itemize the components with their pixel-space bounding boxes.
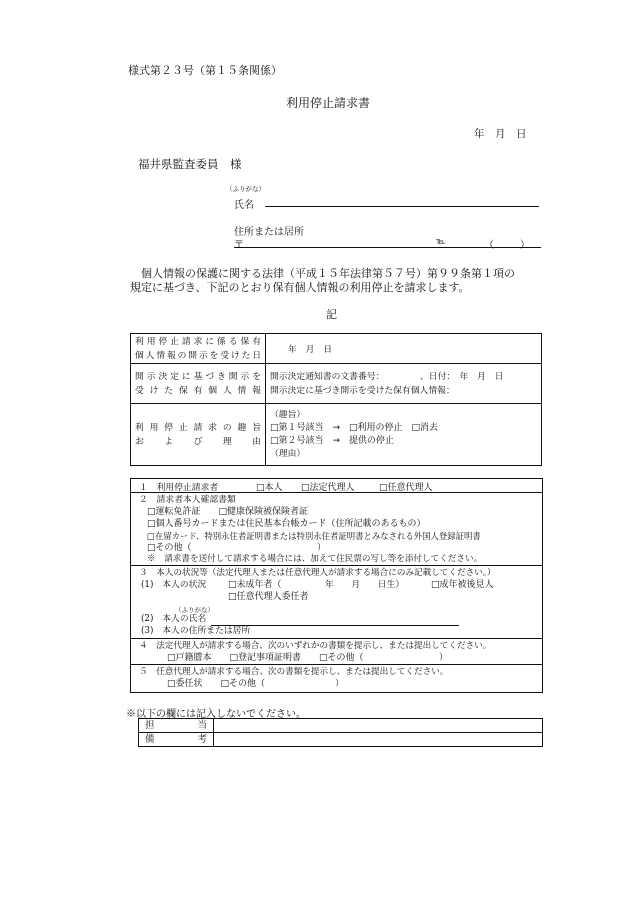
office-row-2-label: 備考 [139,733,214,746]
requester-info-table [130,478,543,693]
office-use-note: ※以下の欄には記入しないでください。 [126,709,306,720]
name-input-line[interactable] [265,206,539,207]
disclosed-info-value[interactable]: 開示決定通知書の文書番号： 、日付： 年 月 日 開示決定に基づき開示を受けた保有個人情報： [266,364,542,404]
legal-agent-docs[interactable]: □戸籍謄本 □登記事項証明書 □その他（ [167,653,364,663]
section-4: ４ 法定代理人が請求する場合、次のいずれかの書類を提示し、または提出してください。 □戸籍謄本 □登記事項証明書 □その他（ ） [131,639,542,665]
addressee: 福井県監査委員 様 [138,157,242,171]
status-minor-checkbox[interactable]: □未成年者（ [228,580,282,590]
tel-mark: ℡ [436,237,446,247]
intro-line-2: 規定に基づき、下記のとおり保有個人情報の利用停止を請求します。 [130,281,470,294]
name-label: 氏名 [234,200,254,211]
page-title: 利用停止請求書 [286,96,371,110]
address-label: 住所または居所 [234,227,304,238]
intro-line-1: 個人情報の保護に関する法律（平成１５年法律第５７号）第９９条第１項の [141,267,515,280]
status-delegator-checkbox[interactable]: □任意代理人委任者 [228,592,309,602]
requester-legal-agent-checkbox[interactable]: □法定代理人 [301,483,355,493]
request-details-table [130,333,542,466]
purpose-label: 利用停止請求の趣旨 および理由 [131,404,266,466]
disclosure-date-label: 利用停止請求に係る保有 個人情報の開示を受けた日 [131,334,266,364]
id-doc-license[interactable]: □運転免許証 □健康保険被保険者証 [147,507,309,517]
table-row [131,364,542,404]
requester-self-checkbox[interactable]: □本人 [256,483,283,493]
tel-paren-close: ） [520,240,530,251]
purpose-option-2: □第２号該当 → 提供の停止 [270,435,395,446]
purpose-option-1: □第１号該当 → □利用の停止 □消去 [270,422,439,433]
section-5: ５ 任意代理人が請求する場合、次の書類を提示し、または提出してください。 □委任状 □その他（ ） [139,667,449,689]
voluntary-agent-docs[interactable]: □委任状 □その他（ [167,679,266,689]
tel-paren-open: （ [484,240,494,251]
form-number: 様式第２３号（第１５条関係） [128,64,282,77]
disclosed-info-label: 開示決定に基づき開示を 受けた保有個人情報 [131,364,266,404]
status-adult-ward-checkbox[interactable]: □成年被後見人 [431,580,494,590]
office-row-1-value [214,719,542,733]
section-3: ３ 本人の状況等（法定代理人または任意代理人が請求する場合にのみ記載してください。） (1) 本人の状況 □未成年者（ 年 月 日生） □成年被後見人 □任意代理人委任者 （ふりがな） (2) 本人の氏名 (3) 本人の住所または居所 [131,566,542,639]
address-input-line[interactable] [234,247,541,248]
id-doc-residence-card[interactable]: □在留カード、特別永住者証明書または特別永住者証明書とみなされる外国人登録証明書 [147,531,481,541]
purpose-value[interactable]: （趣旨） □第１号該当 → □利用の停止 □消去 □第２号該当 → 提供の停止 （理由） [266,404,542,466]
office-use-table [138,718,543,747]
disclosure-date-value[interactable]: 年 月 日 [266,334,542,364]
id-doc-mynumber[interactable]: □個人番号カードまたは住民基本台帳カード（住所記載のあるもの） [147,519,426,529]
section-1: １ 利用停止請求者 □本人 □法定代理人 □任意代理人 [131,479,542,493]
postal-mark: 〒 [234,240,244,251]
furigana-label: （ふりがな） [226,185,265,193]
date-line: 年 月 日 [474,128,527,140]
id-doc-note: ※ 請求書を送付して請求する場合には、加えて住民票の写し等を添付してください。 [147,554,483,564]
office-row-1-label: 担当 [139,719,214,733]
requester-voluntary-agent-checkbox[interactable]: □任意代理人 [379,483,433,493]
table-row [131,404,542,466]
table-row [131,334,542,364]
id-doc-other[interactable]: □その他（ [147,543,192,553]
section-2: ２ 請求者本人確認書類 □運転免許証 □健康保険被保険者証 □個人番号カードまたは住民基本台帳カード（住所記載のあるもの） □在留カード、特別永住者証明書または特別永住者証明書とみなされる外国人登録証明書 □その他（ ） ※ 請求書を送付して請求する場合には、加えて住民票の写し等を添付してください。 [131,493,542,566]
ki-label: 記 [326,308,337,321]
